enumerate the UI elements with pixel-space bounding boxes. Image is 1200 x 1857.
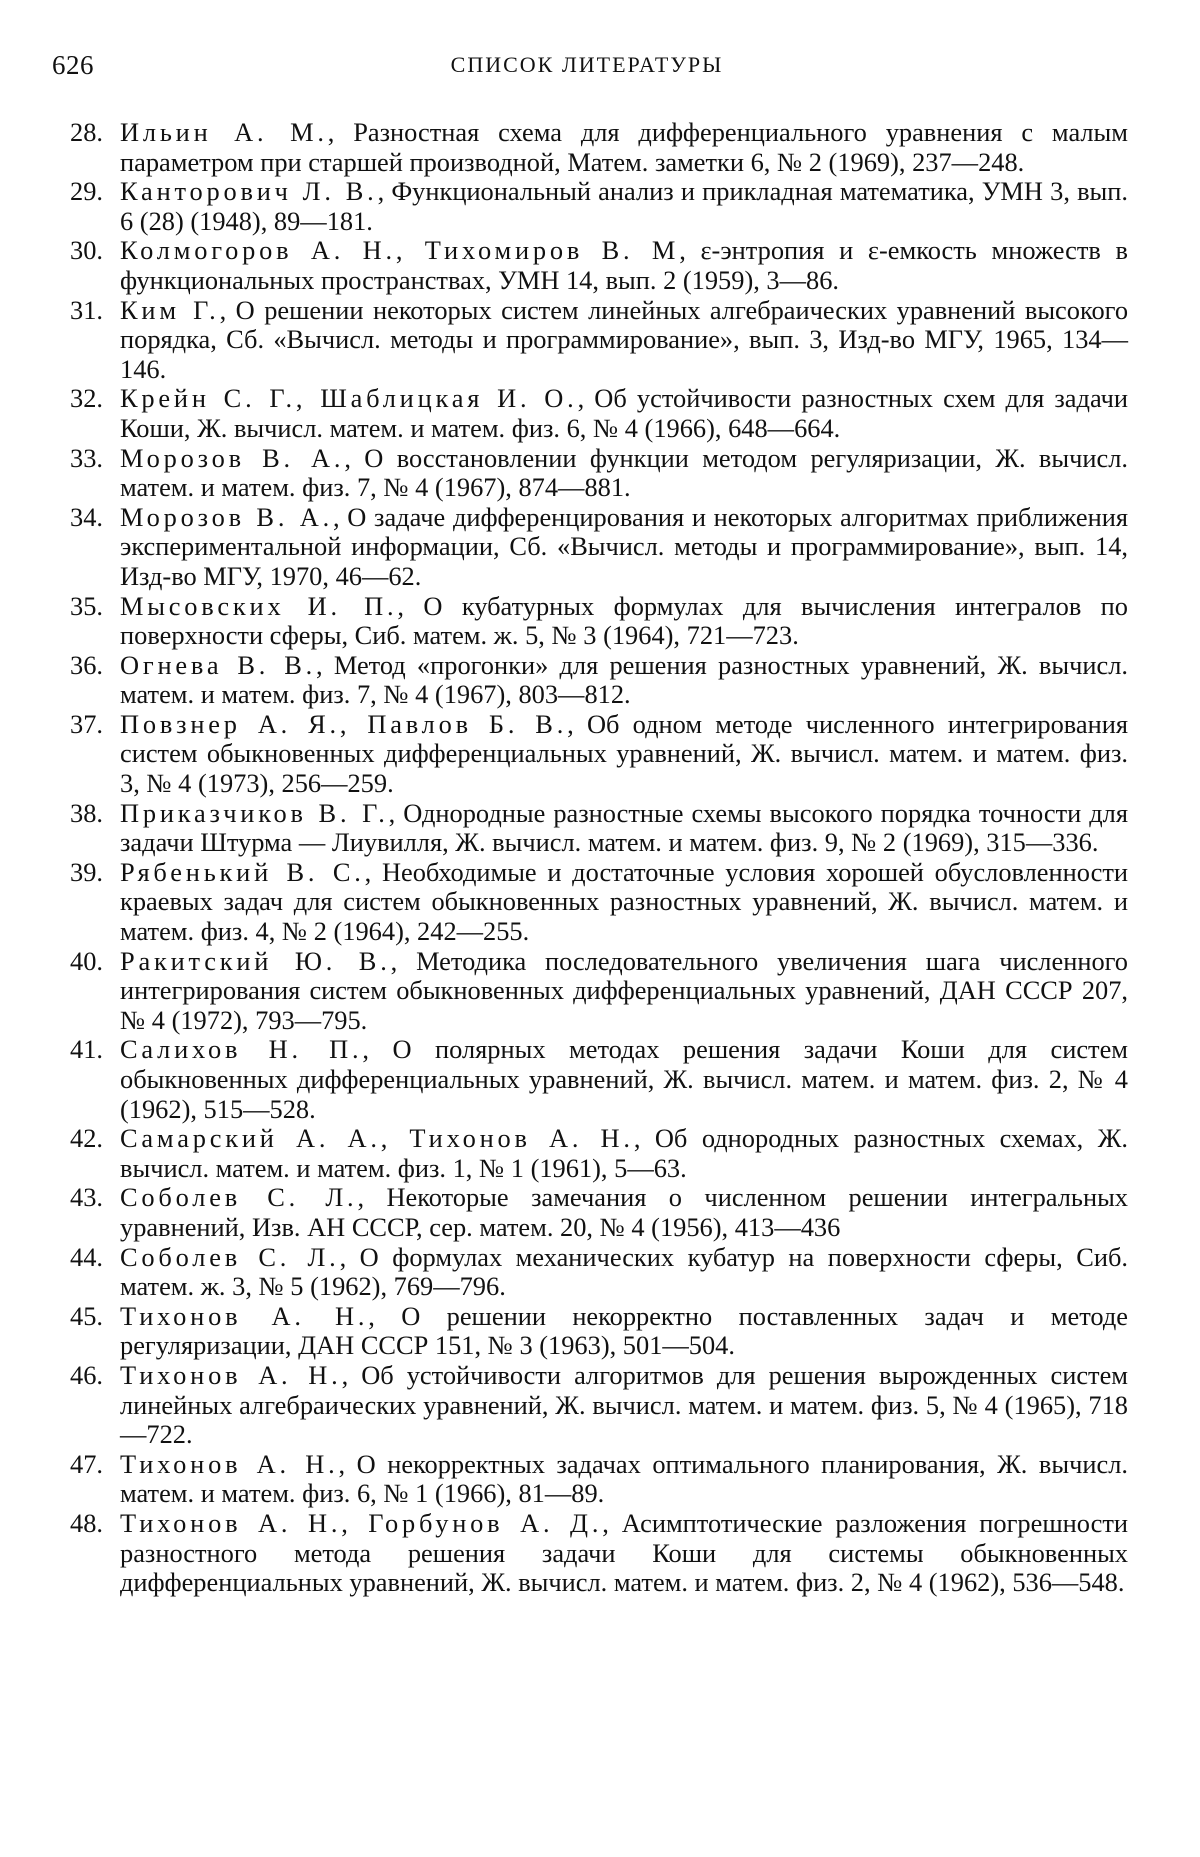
reference-text: , Об одном методе численного интегрирования систем обыкновенных дифференциальных уравнений, Ж. вычисл. матем. и матем. физ. 3, № 4 (1973), 256—259. <box>120 708 1128 799</box>
reference-text: , Об устойчивости алгоритмов для решения вырожденных систем линейных алгебраических уравнений, Ж. вычисл. матем. и матем. физ. 5, № 4 (1965), 718—722. <box>120 1359 1128 1450</box>
running-title: СПИСОК ЛИТЕРАТУРЫ <box>450 52 724 77</box>
reference-entry <box>70 651 1128 710</box>
reference-entry <box>70 947 1128 1036</box>
reference-text: , О решении некорректно поставленных задач и методе регуляризации, ДАН СССР 151, № 3 (1963), 501—504. <box>120 1300 1128 1361</box>
reference-entry <box>70 1035 1128 1124</box>
reference-authors: Канторович Л. В. <box>120 176 378 207</box>
reference-number: 29. <box>70 176 103 207</box>
reference-number: 40. <box>70 945 103 976</box>
reference-authors: Тихонов А. Н. <box>120 1448 339 1479</box>
reference-entry <box>70 118 1128 177</box>
reference-authors: Ким Г. <box>120 294 220 325</box>
reference-entry <box>70 1302 1128 1361</box>
page-header <box>52 50 1122 86</box>
reference-authors: Рябенький В. С. <box>120 856 365 887</box>
reference-text: , Разностная схема для дифференциального уравнения с малым параметром при старшей производной, Матем. заметки 6, № 2 (1969), 237—248. <box>120 117 1128 177</box>
reference-number: 43. <box>70 1182 103 1213</box>
reference-text: , Некоторые замечания о численном решении интегральных уравнений, Изв. АН СССР, сер. матем. 20, № 4 (1956), 413—436 <box>120 1182 1129 1242</box>
reference-authors: Крейн С. Г., Шаблицкая И. О. <box>120 383 578 414</box>
reference-authors: Салихов Н. П. <box>120 1034 363 1065</box>
reference-number: 45. <box>70 1300 103 1331</box>
reference-number: 32. <box>70 383 103 414</box>
reference-entry <box>70 592 1128 651</box>
reference-number: 46. <box>70 1359 103 1390</box>
reference-number: 31. <box>70 294 103 325</box>
reference-entry <box>70 799 1128 858</box>
reference-text: , О кубатурных формулах для вычисления интегралов по поверхности сферы, Сиб. матем. ж. 5, № 3 (1964), 721—723. <box>120 590 1128 651</box>
reference-text: , О полярных методах решения задачи Коши для систем обыкновенных дифференциальных уравнений, Ж. вычисл. матем. и матем. физ. 2, № 4 (1962), 515—528. <box>120 1034 1128 1124</box>
reference-list <box>70 118 1128 1598</box>
reference-number: 35. <box>70 590 103 621</box>
reference-text: , О задаче дифференцирования и некоторых алгоритмах приближения экспериментальной информации, Сб. «Вычисл. методы и программирование», вып. 14, Изд-во МГУ, 1970, 46—62. <box>120 501 1128 591</box>
reference-text: , Асимптотические разложения погрешности разностного метода решения задачи Коши для системы обыкновенных дифференциальных уравнений, Ж. вычисл. матем. и матем. физ. 2, № 4 (1962), 536—548. <box>120 1507 1128 1598</box>
reference-authors: Морозов В. А. <box>120 442 345 473</box>
reference-authors: Мысовских И. П. <box>120 590 398 621</box>
reference-number: 34. <box>70 501 103 532</box>
reference-text: , Об устойчивости разностных схем для задачи Коши, Ж. вычисл. матем. и матем. физ. 6, № 4 (1966), 648—664. <box>120 383 1128 443</box>
reference-entry <box>70 444 1128 503</box>
reference-entry <box>70 1183 1128 1242</box>
reference-authors: Ильин А. М. <box>120 117 328 147</box>
reference-text: , ε-энтропия и ε-емкость множеств в функциональных пространствах, УМН 14, вып. 2 (1959), 3—86. <box>120 235 1128 295</box>
reference-number: 47. <box>70 1448 103 1479</box>
reference-number: 33. <box>70 442 103 473</box>
reference-authors: Соболев С. Л. <box>120 1182 358 1213</box>
reference-text: , Методика последовательного увеличения шага численного интегрирования систем обыкновенных дифференциальных уравнений, ДАН СССР 207, № 4 (1972), 793—795. <box>120 945 1128 1035</box>
reference-text: , Необходимые и достаточные условия хорошей обусловленности краевых задач для систем обыкновенных разностных уравнений, Ж. вычисл. матем. и матем. физ. 4, № 2 (1964), 242—255. <box>120 856 1128 947</box>
reference-entry <box>70 503 1128 592</box>
reference-entry <box>70 236 1128 295</box>
reference-authors: Тихонов А. Н. <box>120 1359 342 1390</box>
reference-authors: Самарский А. А., Тихонов А. Н. <box>120 1123 634 1154</box>
reference-entry <box>70 710 1128 799</box>
reference-entry <box>70 1450 1128 1509</box>
reference-text: , Метод «прогонки» для решения разностных уравнений, Ж. вычисл. матем. и матем. физ. 7, № 4 (1967), 803—812. <box>120 649 1128 710</box>
reference-text: , О решении некоторых систем линейных алгебраических уравнений высокого порядка, Сб. «Вычисл. методы и программирование», вып. 3, Изд-во МГУ, 1965, 134—146. <box>120 294 1129 384</box>
page-number: 626 <box>52 50 94 80</box>
reference-number: 30. <box>70 235 103 266</box>
reference-entry <box>70 1361 1128 1450</box>
reference-text: , Однородные разностные схемы высокого порядка точности для задачи Штурма — Лиувилля, Ж. вычисл. матем. и матем. физ. 9, № 2 (1969), 315—336. <box>120 797 1128 858</box>
reference-entry <box>70 1509 1128 1598</box>
reference-number: 39. <box>70 856 103 887</box>
reference-entry <box>70 177 1128 236</box>
reference-authors: Соболев С. Л. <box>120 1241 340 1272</box>
reference-text: , О формулах механических кубатур на поверхности сферы, Сиб. матем. ж. 3, № 5 (1962), 769—796. <box>120 1241 1128 1302</box>
reference-entry <box>70 858 1128 947</box>
reference-authors: Огнева В. В. <box>120 649 316 680</box>
reference-number: 41. <box>70 1034 103 1065</box>
reference-authors: Морозов В. А. <box>120 501 333 532</box>
reference-authors: Повзнер А. Я., Павлов Б. В. <box>120 708 568 739</box>
reference-number: 38. <box>70 797 103 828</box>
reference-entry <box>70 1124 1128 1183</box>
reference-text: , Об однородных разностных схемах, Ж. вычисл. матем. и матем. физ. 1, № 1 (1961), 5—63. <box>120 1123 1128 1183</box>
reference-entry <box>70 296 1128 385</box>
reference-entry <box>70 384 1128 443</box>
reference-authors: Тихонов А. Н., Горбунов А. Д. <box>120 1507 603 1538</box>
reference-authors: Приказчиков В. Г. <box>120 797 389 828</box>
reference-entry <box>70 1243 1128 1302</box>
reference-number: 44. <box>70 1241 103 1272</box>
reference-number: 37. <box>70 708 103 739</box>
reference-text: , О некорректных задачах оптимального планирования, Ж. вычисл. матем. и матем. физ. 6, № 1 (1966), 81—89. <box>120 1448 1128 1509</box>
reference-authors: Колмогоров А. Н., Тихомиров В. М <box>120 235 680 266</box>
reference-number: 36. <box>70 649 103 680</box>
reference-authors: Ракитский Ю. В. <box>120 945 391 976</box>
reference-number: 42. <box>70 1123 103 1154</box>
reference-text: , О восстановлении функции методом регуляризации, Ж. вычисл. матем. и матем. физ. 7, № 4 (1967), 874—881. <box>120 442 1128 503</box>
reference-text: , Функциональный анализ и прикладная математика, УМН 3, вып. 6 (28) (1948), 89—181. <box>120 176 1128 236</box>
reference-authors: Тихонов А. Н. <box>120 1300 369 1331</box>
reference-number: 48. <box>70 1507 103 1538</box>
reference-number: 28. <box>70 117 103 147</box>
